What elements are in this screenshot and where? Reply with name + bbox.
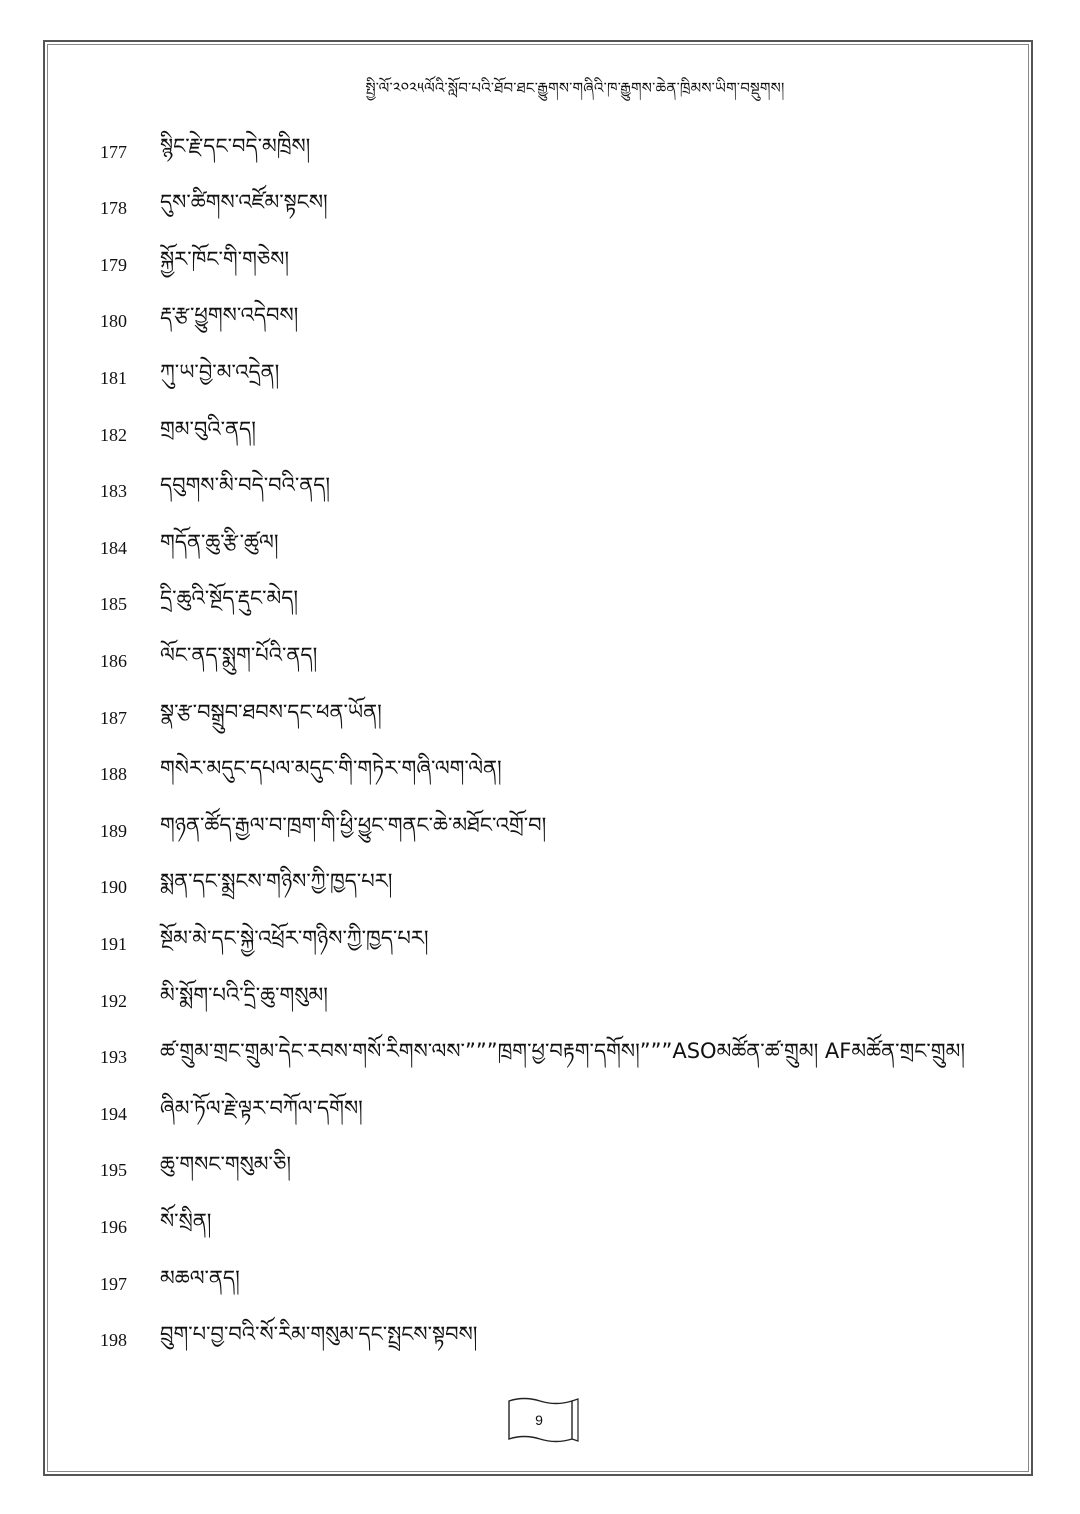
list-item xyxy=(100,1038,965,1078)
list-item xyxy=(100,358,279,398)
entry-text: སྙིང་རྗེ་དང་བདེ་མཁྲིས། xyxy=(160,133,311,158)
entry-number: 198 xyxy=(100,1330,127,1351)
page-header: སྤྱི་ལོ་༢༠༢༥ལོའི་སློབ་པའི་ཐོབ་ཐང་རྒྱུགས་གཞིའི་ཁ་རྒྱུགས་ཆེན་ཁྲིམས་ཡིག་བསྡུགས། xyxy=(365,79,785,97)
entry-number: 189 xyxy=(100,820,127,841)
entry-number: 182 xyxy=(100,424,127,445)
page-number: 9 xyxy=(535,1412,543,1428)
list-item xyxy=(100,528,278,568)
list-item xyxy=(100,1151,291,1191)
entry-number: 178 xyxy=(100,198,127,219)
entry-number: 177 xyxy=(100,141,127,162)
list-item xyxy=(100,698,382,738)
list-item xyxy=(100,245,289,285)
list-item xyxy=(100,472,330,512)
entry-text: དུས་ཚིགས་འཛོམ་སྟངས། xyxy=(160,190,328,215)
entry-number: 186 xyxy=(100,650,127,671)
entry-text: གསེར་མདུང་དཔལ་མདུང་གི་གཏེར་གཞི་ལག་ལེན། xyxy=(160,756,502,781)
entry-number: 179 xyxy=(100,254,127,275)
entry-text: མི་སྨོག་པའི་དྲི་ཆུ་གསུམ། xyxy=(160,982,328,1007)
page-number-box xyxy=(506,1395,580,1445)
entry-text: སྐྱོར་ཁོང་གི་གཅེས། xyxy=(160,246,290,271)
entry-text: གཉན་ཚོད་རྒྱལ་བ་ཁྲག་གི་ཕྱི་ཕྱུང་གནང་ཆེ་མཐོང་འགྲོ་བ། xyxy=(160,812,547,837)
list-item xyxy=(100,1264,240,1304)
list-item xyxy=(100,132,310,172)
entry-text: སོ་སྲིན། xyxy=(160,1208,212,1233)
list-item xyxy=(100,811,546,851)
entry-number: 180 xyxy=(100,311,127,332)
entry-text: རྡ་རྩ་ཕྱུགས་འདེབས། xyxy=(160,303,299,328)
entry-number: 193 xyxy=(100,1047,127,1068)
entry-text: དབུགས་མི་བདེ་བའི་ནད། xyxy=(160,473,331,498)
list-item xyxy=(100,755,502,795)
entry-text: དྲི་ཆུའི་སྔོད་རྡུང་མེད། xyxy=(160,586,299,611)
entry-number: 184 xyxy=(100,537,127,558)
entry-number: 194 xyxy=(100,1103,127,1124)
list-item xyxy=(100,1207,211,1247)
entry-text: གྲམ་བུའི་ནད། xyxy=(160,416,256,441)
list-item xyxy=(100,415,256,455)
entry-text: ཆུ་གསང་གསུམ་ཅི། xyxy=(160,1152,291,1177)
entry-number: 192 xyxy=(100,990,127,1011)
entry-text: སྔོམ་མེ་དང་སྐྱེ་འཕྲོར་གཉིས་ཀྱི་ཁྱད་པར། xyxy=(160,925,429,950)
entry-text: བྲུག་པ་བྱ་བའི་སོ་རིམ་གསུམ་དང་སྤྲངས་སྟབས། xyxy=(160,1322,478,1347)
list-item xyxy=(100,585,298,625)
entry-number: 190 xyxy=(100,877,127,898)
entry-number: 188 xyxy=(100,764,127,785)
list-item xyxy=(100,302,298,342)
entry-number: 183 xyxy=(100,481,127,502)
list-item xyxy=(100,981,328,1021)
entry-text: མཆལ་ནད། xyxy=(160,1265,240,1290)
entry-number: 181 xyxy=(100,367,127,388)
entry-number: 191 xyxy=(100,933,127,954)
entry-number: 185 xyxy=(100,594,127,615)
entry-text: གདོན་ཆུ་རྩི་ཚུལ། xyxy=(160,529,279,554)
entry-text: ལོང་ནད་སྨུག་པོའི་ནད། xyxy=(160,642,318,667)
list-item xyxy=(100,1321,477,1361)
entry-text: སྣ་རྩ་བསྒྲུབ་ཐབས་དང་ཕན་ཡོན། xyxy=(160,699,382,724)
list-item xyxy=(100,189,328,229)
entry-text: ཚ་གྲུམ་གྲང་གྲུམ་དེང་རབས་གསོ་རིགས་ལས་”””ཁྲག་ཕྱ་བརྟག་དགོས།”””ASOམཚོན་ཚ་གྲུམ། AFམཚོན་གྲང་གྲུམ། xyxy=(160,1039,965,1064)
entry-number: 197 xyxy=(100,1273,127,1294)
entry-number: 187 xyxy=(100,707,127,728)
entry-text: སྨན་དང་སྨྲངས་གཉིས་ཀྱི་ཁྱད་པར། xyxy=(160,869,393,894)
list-item xyxy=(100,641,317,681)
list-item xyxy=(100,1094,363,1134)
entry-text: ཀུ་ཡ་བྱེ་མ་འདྲེན། xyxy=(160,359,280,384)
entry-text: ཞིམ་ཏོལ་རྗེ་ལྟར་བཀོལ་དགོས། xyxy=(160,1095,363,1120)
list-item xyxy=(100,868,392,908)
entry-number: 196 xyxy=(100,1216,127,1237)
list-item xyxy=(100,924,429,964)
entry-number: 195 xyxy=(100,1160,127,1181)
